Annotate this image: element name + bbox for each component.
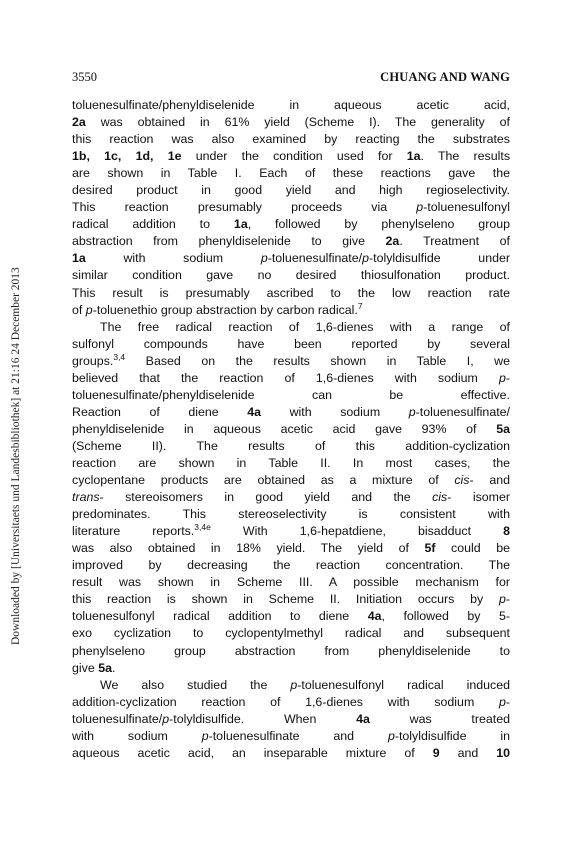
text-line	[72, 165, 510, 182]
text-line	[72, 574, 510, 591]
text-line	[72, 608, 510, 625]
text-run: , followed by phenylseleno group	[247, 217, 510, 232]
compound-label: 1a	[233, 217, 248, 232]
text-run: . Treatment of	[399, 234, 510, 249]
text-line	[72, 506, 510, 523]
italic-prefix: p	[416, 200, 424, 215]
text-run: With 1,6-hepatdiene, bisadduct	[210, 524, 504, 539]
text-run: cyclopentane products are obtained as a mixture of	[72, 473, 455, 488]
text-line	[72, 472, 510, 489]
text-run: toluenesulfonyl radical addition to diene	[72, 609, 368, 624]
text-run: -	[505, 694, 510, 709]
text-run: Based on the results shown in Table I, we	[125, 353, 510, 368]
text-line	[72, 455, 510, 472]
text-run: The free radical reaction of 1,6-dienes with a range of	[100, 319, 510, 334]
text-run: groups.	[72, 353, 114, 368]
text-run: aqueous acetic acid, an inseparable mixture of	[72, 745, 433, 760]
text-run: .	[111, 660, 116, 675]
text-line	[72, 677, 510, 694]
text-line	[72, 302, 510, 319]
compound-label: 5a	[98, 660, 112, 675]
text-line	[72, 387, 510, 404]
text-line	[72, 438, 510, 455]
text-run: - isomer	[447, 490, 511, 505]
text-run: Reaction of diene	[72, 404, 248, 419]
compound-label: 4a	[356, 711, 370, 726]
italic-prefix: p	[201, 728, 209, 743]
reference-superscript: 3,4	[113, 351, 126, 362]
text-run: toluenesulfinate/	[72, 711, 163, 726]
text-line	[72, 625, 510, 642]
text-run: This reaction presumably proceeds via	[72, 200, 417, 215]
running-head: CHUANG AND WANG	[380, 70, 510, 84]
text-run: reaction are shown in Table II. In most cases, the	[72, 455, 510, 470]
text-run: -tolyldisulfide under	[369, 251, 510, 266]
text-run: predominates. This stereoselectivity is consistent with	[72, 507, 510, 522]
text-line	[72, 353, 510, 370]
text-line	[72, 199, 510, 216]
text-run: . The results	[420, 149, 511, 164]
text-run: are shown in Table I. Each of these reactions gave the	[72, 166, 510, 181]
text-line	[72, 404, 510, 421]
text-line	[72, 233, 510, 250]
compound-label: 8	[503, 524, 510, 539]
italic-prefix: p	[85, 302, 93, 317]
article-body-text	[72, 97, 510, 762]
italic-prefix: p	[290, 677, 298, 692]
text-run: -toluenethio group abstraction by carbon radical.	[92, 302, 358, 317]
text-run: - stereoisomers in good yield and the	[99, 490, 433, 505]
text-line	[72, 745, 510, 762]
text-run: -toluenesulfinate and	[208, 728, 388, 743]
text-run: was also obtained in 18% yield. The yield of	[72, 541, 425, 556]
text-run: -	[505, 370, 510, 385]
text-run: -	[505, 592, 510, 607]
text-line	[72, 728, 510, 745]
text-run: -tolyldisulfide. When	[169, 711, 357, 726]
text-run: was obtained in 61% yield (Scheme I). The generality of	[85, 115, 510, 130]
text-run: and	[439, 745, 497, 760]
italic-prefix: p	[408, 404, 416, 419]
text-run: toluenesulfinate/phenyldiselenide in aqueous acetic acid,	[72, 98, 510, 112]
italic-prefix: p	[498, 694, 506, 709]
text-run: radical addition to	[72, 217, 234, 232]
text-line	[72, 421, 510, 438]
text-run: this reaction was also examined by reacting the substrates	[72, 132, 510, 147]
download-watermark: Downloaded by [Universitaets und Landesbibliothek] at 21:16 24 December 2013	[10, 267, 22, 645]
text-run: believed that the reaction of 1,6-dienes with sodium	[72, 370, 499, 385]
compound-label: 2a	[72, 115, 86, 130]
text-line	[72, 285, 510, 302]
text-line	[72, 114, 510, 131]
compound-label: 2a	[385, 234, 400, 249]
text-line	[72, 97, 510, 114]
text-line	[72, 711, 510, 728]
compound-label: 10	[496, 745, 511, 760]
text-run: -toluenesulfonyl radical induced	[297, 677, 510, 692]
text-run: with sodium	[261, 404, 409, 419]
compound-label: 1a	[406, 149, 421, 164]
text-line	[72, 370, 510, 387]
compound-label: 4a	[367, 609, 382, 624]
italic-term: cis	[432, 490, 448, 505]
compound-label: 5f	[424, 541, 436, 556]
italic-prefix: p	[498, 592, 506, 607]
text-run: -toluenesulfinate/	[415, 404, 510, 419]
text-line	[72, 540, 510, 557]
reference-superscript: 3,4e	[194, 522, 211, 533]
text-line	[72, 216, 510, 233]
page-number: 3550	[72, 70, 97, 84]
italic-prefix: p	[362, 251, 369, 266]
compound-label: 9	[432, 745, 440, 760]
text-line	[72, 557, 510, 574]
text-run: could be	[435, 541, 510, 556]
text-line	[72, 267, 510, 284]
text-line	[72, 643, 510, 660]
text-run: with sodium	[72, 728, 202, 743]
italic-term: trans	[72, 490, 100, 505]
text-run: was treated	[369, 711, 510, 726]
text-line	[72, 250, 510, 267]
text-run: with sodium	[85, 251, 261, 266]
text-run: improved by decreasing the reaction concentration. The	[72, 558, 510, 573]
text-run: desired product in good yield and high regioselectivity.	[72, 183, 510, 198]
text-run: exo cyclization to cyclopentylmethyl radical and subsequent	[72, 626, 510, 641]
text-run: -tolyldisulfide in	[394, 728, 510, 743]
text-run: sulfonyl compounds have been reported by several	[72, 336, 510, 351]
italic-prefix: p	[387, 728, 395, 743]
text-run: phenylseleno group abstraction from phenyldiselenide to	[72, 643, 510, 658]
compound-label: 4a	[247, 404, 262, 419]
italic-prefix: p	[498, 370, 506, 385]
text-run: result was shown in Scheme III. A possible mechanism for	[72, 575, 510, 590]
text-run: give	[72, 660, 99, 675]
italic-prefix: p	[162, 711, 170, 726]
text-run: (Scheme II). The results of this addition-cyclization	[72, 438, 510, 453]
text-run: -toluenesulfonyl	[423, 200, 510, 215]
compound-label: 1a	[72, 251, 86, 266]
text-run: literature reports.	[72, 524, 195, 539]
compound-label: 1b, 1c, 1d, 1e	[72, 149, 182, 164]
text-line	[72, 319, 510, 336]
text-line	[72, 336, 510, 353]
text-run: We also studied the	[100, 677, 291, 692]
text-line	[72, 660, 510, 677]
text-run: This result is presumably ascribed to the low reaction rate	[72, 285, 510, 300]
text-run: similar condition gave no desired thiosulfonation product.	[72, 268, 510, 283]
text-run: , followed by 5-	[381, 609, 510, 624]
text-run: abstraction from phenyldiselenide to give	[72, 234, 386, 249]
text-line	[72, 148, 510, 165]
reference-superscript: 7	[357, 300, 363, 311]
text-line	[72, 489, 510, 506]
text-run: - and	[469, 473, 510, 488]
text-line	[72, 694, 510, 711]
text-run: of	[72, 302, 86, 317]
italic-term: cis	[454, 473, 470, 488]
text-line	[72, 182, 510, 199]
text-run: -toluenesulfinate/	[267, 251, 363, 266]
text-line	[72, 591, 510, 608]
text-run: toluenesulfinate/phenyldiselenide can be effective.	[72, 387, 510, 402]
text-line	[72, 131, 510, 148]
compound-label: 5a	[496, 421, 510, 436]
text-line	[72, 523, 510, 540]
text-run: this reaction is shown in Scheme II. Initiation occurs by	[72, 592, 499, 607]
italic-prefix: p	[260, 251, 268, 266]
text-run: phenyldiselenide in aqueous acetic acid gave 93% of	[72, 421, 497, 436]
text-run: under the condition used for	[181, 149, 407, 164]
text-run: addition-cyclization reaction of 1,6-dienes with sodium	[72, 694, 499, 709]
